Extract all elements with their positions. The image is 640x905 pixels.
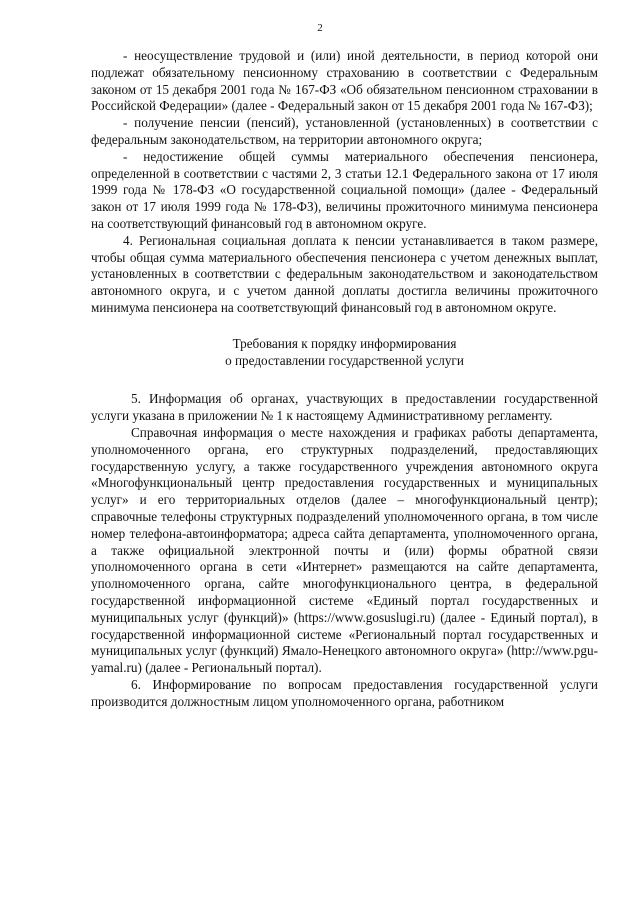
section-heading-line-2: о предоставлении государственной услуги xyxy=(225,352,464,368)
document-body xyxy=(91,48,598,710)
paragraph-material-support: - недостижение общей суммы материального обеспечения пенсионера, определенной в соответствии с частями 2, 3 статьи 12.1 Федерального закона от 17 июля 1999 года № 178-ФЗ «О государственной социальной помощи» (далее - Федеральный закон от 17 июля 1999 года № 178-ФЗ), величины прожиточного минимума пенсионера на соответствующий финансовый год в автономном округе. xyxy=(91,148,598,231)
paragraph-6-informing: 6. Информирование по вопросам предоставления государственной услуги производится должностным лицом уполномоченного органа, работником xyxy=(91,676,598,709)
paragraph-pension-receipt: - получение пенсии (пенсий), установленной (установленных) в соответствии с федеральным законодательством, на территории автономного округа; xyxy=(91,115,598,147)
paragraph-reference-information: Справочная информация о месте нахождения и графиках работы департамента, уполномоченного органа, его структурных подразделений, предоставляющих государственную услугу, а также государственного учреждения автономного округа «Многофункциональный центр предоставления государственных и муниципальных услуг» и его территориальных отделов (далее – многофункциональный центр); справочные телефоны структурных подразделений уполномоченного органа, в том числе номер телефона-автоинформатора; адреса сайта департамента, уполномоченного органа, а также официальной электронной почты и (или) формы обратной связи уполномоченного органа в сети «Интернет» размещаются на сайте департамента, уполномоченного органа, сайте многофункционального центра, в федеральной государственной информационной системе «Единый портал государственных и муниципальных услуг (функций)» (https://www.gosuslugi.ru) (далее - Единый портал), в государственной информационной системе «Региональный портал государственных и муниципальных услуг (функций) Ямало-Ненецкого автономного округа» (http://www.pgu-yamal.ru) (далее - Региональный портал). xyxy=(91,424,598,676)
paragraph-5-information-bodies: 5. Информация об органах, участвующих в предоставлении государственной услуги указана в приложении № 1 к настоящему Административному регламенту. xyxy=(91,391,598,424)
section-heading xyxy=(91,336,598,370)
paragraph-4-regional-supplement: 4. Региональная социальная доплата к пенсии устанавливается в таком размере, чтобы общая сумма материального обеспечения пенсионера с учетом денежных выплат, установленных в соответствии с федеральным законодательством и законодательством автономного округа, и с учетом данной доплаты достигла величины прожиточного минимума пенсионера на соответствующий финансовый год в автономном округе. xyxy=(91,232,598,315)
section-heading-line-1: Требования к порядку информирования xyxy=(232,335,457,351)
paragraph-pension-insurance: - неосуществление трудовой и (или) иной деятельности, в период которой они подлежат обязательному пенсионному страхованию в соответствии с Федеральным законом от 15 декабря 2001 года № 167-ФЗ «Об обязательном пенсионном страховании в Российской Федерации» (далее - Федеральный закон от 15 декабря 2001 года № 167-ФЗ); xyxy=(91,48,598,114)
page-number: 2 xyxy=(317,22,323,34)
